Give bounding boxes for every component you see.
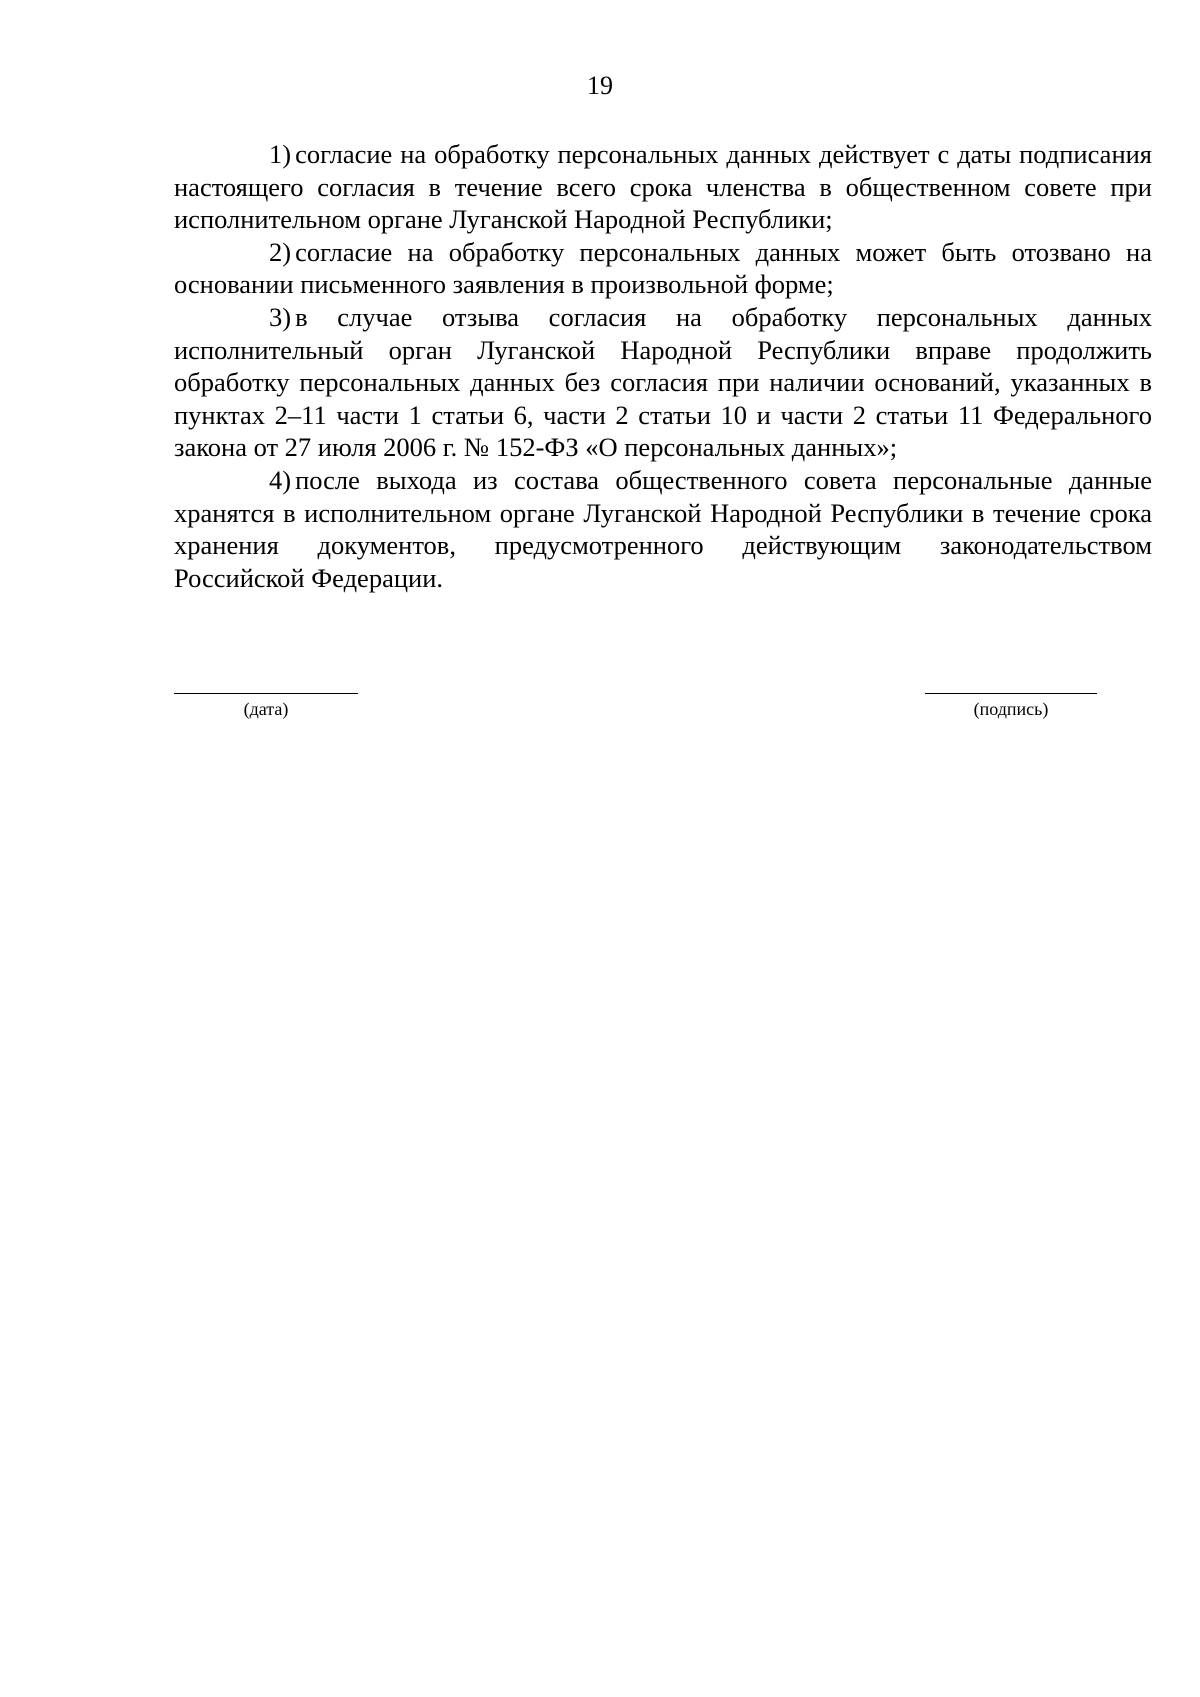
list-item-number: 3) [269,301,292,332]
signature-field[interactable] [925,693,1097,720]
list-item [174,464,1152,594]
signature-line [925,693,1097,694]
list-item-number: 2) [269,236,292,267]
page-number: 19 [587,71,613,100]
list-item-text: в случае отзыва согласия на обработку персональных данных исполнительный орган Луганской Народной Республики вправе продолжить обработку персональных данных без согласия при наличии оснований, указанных в пунктах 2–11 части 1 статьи 6, части 2 статьи 10 и части 2 статьи 11 Федерального закона от 27 июля 2006 г. № 152-ФЗ «О персональных данных»; [174,301,1152,463]
list-item-text: согласие на обработку персональных данных может быть отозвано на основании письменного заявления в произвольной форме; [174,236,1152,300]
list-item [174,236,1152,301]
signature-caption: (подпись) [973,699,1049,719]
list-item-number: 1) [269,139,292,169]
list-item-number: 4) [269,464,292,495]
list-item-text: согласие на обработку персональных данных действует с даты подписания настоящего согласия в течение всего срока членства в общественном совете при исполнительном органе Луганской Народной Республики; [174,139,1152,235]
date-line [174,693,358,694]
list-item [174,301,1152,464]
date-caption: (дата) [243,699,289,719]
list-item [174,138,1152,236]
date-field[interactable] [174,693,358,720]
consent-terms-list [174,138,1152,594]
list-item-text: после выхода из состава общественного совета персональные данные хранятся в исполнительном органе Луганской Народной Республики в течение срока хранения документов, предусмотренного действующим законодательством Российской Федерации. [174,464,1152,593]
